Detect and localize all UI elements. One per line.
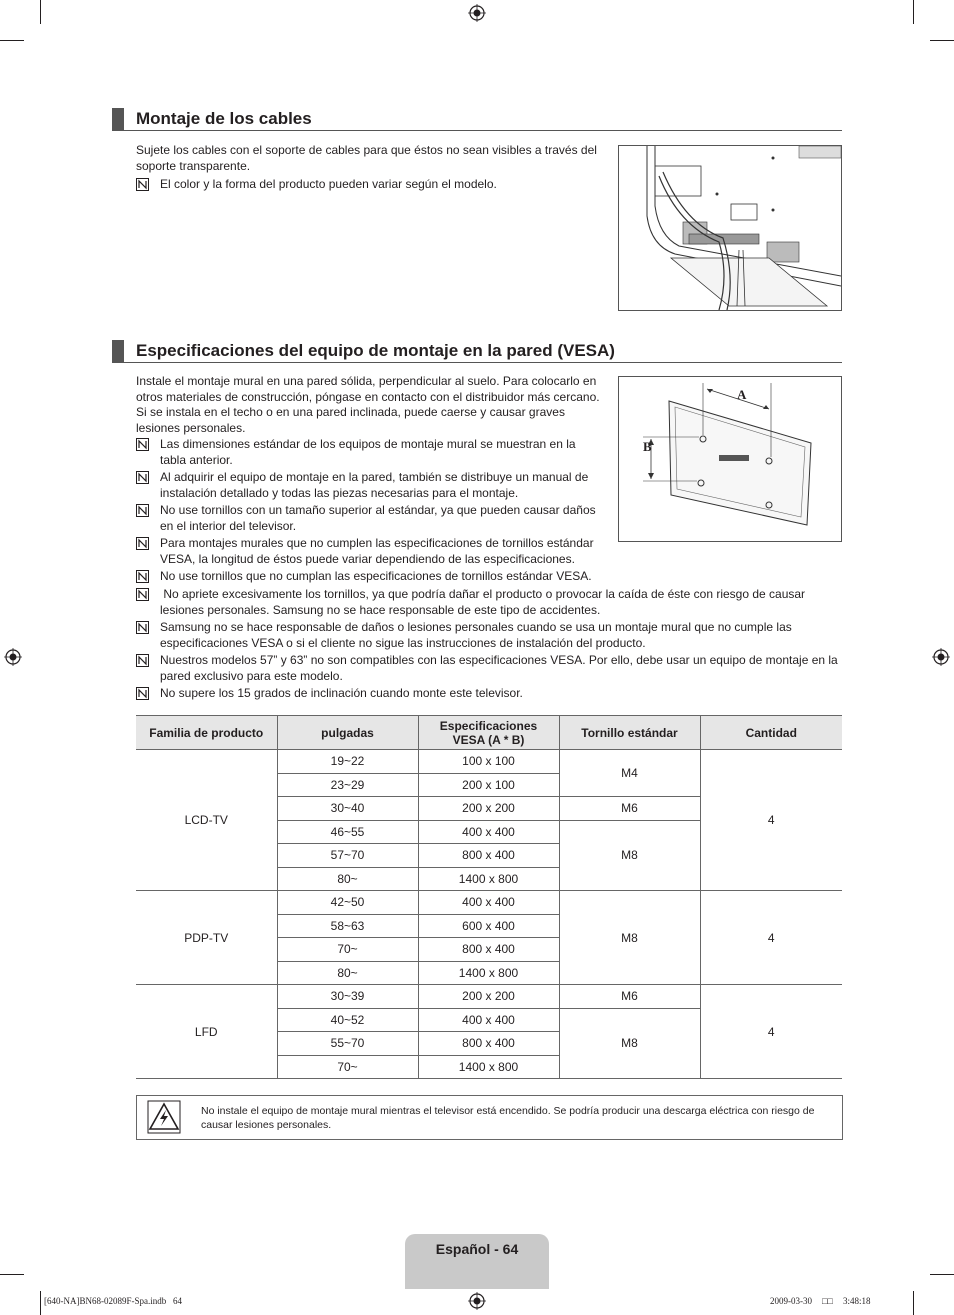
note-icon xyxy=(136,654,149,667)
vesa-cell: 400 x 400 xyxy=(418,1008,559,1032)
crop-mark xyxy=(913,1291,914,1315)
cables-paragraph: Sujete los cables con el soporte de cables para que éstos no sean visibles a través del soporte transparente. xyxy=(136,143,597,173)
inches-cell: 57~70 xyxy=(277,844,418,868)
crop-mark xyxy=(0,40,24,41)
section-header-vesa xyxy=(112,340,842,363)
registration-mark-icon xyxy=(468,1292,486,1310)
note-icon xyxy=(136,537,149,550)
vesa-cell: 200 x 100 xyxy=(418,773,559,797)
inches-cell: 30~39 xyxy=(277,985,418,1009)
vesa-cell: 800 x 400 xyxy=(418,844,559,868)
note-icon xyxy=(136,438,149,451)
note-icon xyxy=(136,687,149,700)
vesa-cell: 600 x 400 xyxy=(418,914,559,938)
crop-mark xyxy=(40,1291,41,1315)
vesa-cell: 200 x 200 xyxy=(418,797,559,821)
screw-cell: M8 xyxy=(559,820,700,891)
crop-mark xyxy=(40,0,41,24)
crop-mark xyxy=(913,0,914,24)
table-row xyxy=(136,750,842,774)
dimension-label-a: A xyxy=(737,387,747,402)
crop-mark xyxy=(930,40,954,41)
family-cell: LFD xyxy=(136,985,277,1079)
note-text: El color y la forma del producto pueden variar según el modelo. xyxy=(160,177,497,191)
screw-cell: M6 xyxy=(559,985,700,1009)
family-cell: PDP-TV xyxy=(136,891,277,985)
header-product-family: Familia de producto xyxy=(136,716,277,750)
quantity-cell: 4 xyxy=(700,985,842,1079)
vesa-cell: 1400 x 800 xyxy=(418,961,559,985)
screw-cell: M4 xyxy=(559,750,700,797)
vesa-paragraph: Instale el montaje mural en una pared sólida, perpendicular al suelo. Para colocarlo en otros materiales de construcción, póngase en contacto con el distribuidor más cercano. Si se instala en el techo o en una pared inclinada, puede caerse y causar graves lesiones personales. xyxy=(136,374,600,435)
crop-mark xyxy=(930,1274,954,1275)
note-icon xyxy=(136,504,149,517)
note-text: Nuestros modelos 57” y 63” no son compatibles con las especificaciones VESA. Por ello, debe usar un equipo de montaje en la pared exclusivo para este modelo. xyxy=(160,653,838,683)
screw-cell: M6 xyxy=(559,797,700,821)
header-vesa-spec: Especificaciones VESA (A * B) xyxy=(418,716,559,750)
registration-mark-icon xyxy=(932,648,950,666)
quantity-cell: 4 xyxy=(700,750,842,891)
note-icon xyxy=(136,588,149,601)
inches-cell: 58~63 xyxy=(277,914,418,938)
vesa-dimension-illustration xyxy=(618,376,842,542)
inches-cell: 30~40 xyxy=(277,797,418,821)
inches-cell: 80~ xyxy=(277,961,418,985)
vesa-cell: 1400 x 800 xyxy=(418,1055,559,1079)
tv-back-illustration xyxy=(619,146,841,310)
note-icon xyxy=(136,570,149,583)
dimension-label-b: B xyxy=(643,439,652,454)
registration-mark-icon xyxy=(4,648,22,666)
page-number-label: Español - 64 xyxy=(435,1241,519,1257)
note-text: No use tornillos con un tamaño superior al estándar, ya que pueden causar daños en el interior del televisor. xyxy=(160,503,596,533)
inches-cell: 70~ xyxy=(277,1055,418,1079)
warning-box xyxy=(136,1095,843,1140)
vesa-cell: 400 x 400 xyxy=(418,820,559,844)
crop-mark xyxy=(0,1274,24,1275)
section-header-cables xyxy=(112,108,842,131)
quantity-cell: 4 xyxy=(700,891,842,985)
table-header-row xyxy=(136,716,842,750)
screw-cell: M8 xyxy=(559,1008,700,1079)
vesa-cell: 200 x 200 xyxy=(418,985,559,1009)
screw-cell: M8 xyxy=(559,891,700,985)
note-text: No use tornillos que no cumplan las especificaciones de tornillos estándar VESA. xyxy=(160,569,592,583)
header-quantity: Cantidad xyxy=(700,716,842,750)
vesa-diagram xyxy=(619,377,841,541)
inches-cell: 70~ xyxy=(277,938,418,962)
footer-file-info: [640-NA]BN68-02089F-Spa.indb 64 xyxy=(44,1296,182,1306)
note-text: No apriete excesivamente los tornillos, ya que podría dañar el producto o provocar la caída de éste con riesgo de causar lesiones personales. Samsung no se hace responsable de este tipo de accidentes. xyxy=(160,587,809,617)
page-number-tab xyxy=(405,1234,549,1289)
footer-time: 3:48:18 xyxy=(843,1296,871,1306)
inches-cell: 55~70 xyxy=(277,1032,418,1056)
vesa-spec-table xyxy=(136,715,842,1079)
inches-cell: 42~50 xyxy=(277,891,418,915)
vesa-cell: 800 x 400 xyxy=(418,938,559,962)
header-inches: pulgadas xyxy=(277,716,418,750)
inches-cell: 19~22 xyxy=(277,750,418,774)
note-text: Al adquirir el equipo de montaje en la pared, también se distribuye un manual de instalación detallado y todas las piezas necesarias para el montaje. xyxy=(160,470,589,500)
section-title: Especificaciones del equipo de montaje en la pared (VESA) xyxy=(136,341,615,360)
section-bar xyxy=(112,108,124,130)
table-row xyxy=(136,891,842,915)
inches-cell: 80~ xyxy=(277,867,418,891)
note-text: Para montajes murales que no cumplen las especificaciones de tornillos estándar VESA, la longitud de éstos puede variar dependiendo de las especificaciones. xyxy=(160,536,594,566)
vesa-cell: 1400 x 800 xyxy=(418,867,559,891)
vesa-cell: 100 x 100 xyxy=(418,750,559,774)
header-standard-screw: Tornillo estándar xyxy=(559,716,700,750)
vesa-cell: 800 x 400 xyxy=(418,1032,559,1056)
note-text: Samsung no se hace responsable de daños o lesiones personales cuando se usa un montaje mural que no cumple las especificaciones VESA o si el cliente no sigue las instrucciones de instalación del producto. xyxy=(160,620,792,650)
note-icon xyxy=(136,178,149,191)
warning-text: No instale el equipo de montaje mural mientras el televisor está encendido. Se podría producir una descarga eléctrica con riesgo de causar lesiones personales. xyxy=(201,1105,815,1131)
inches-cell: 40~52 xyxy=(277,1008,418,1032)
family-cell: LCD-TV xyxy=(136,750,277,891)
note-text: No supere los 15 grados de inclinación cuando monte este televisor. xyxy=(160,686,523,700)
inches-cell: 23~29 xyxy=(277,773,418,797)
cable-holder-illustration xyxy=(618,145,842,311)
table-row xyxy=(136,985,842,1009)
vesa-cell: 400 x 400 xyxy=(418,891,559,915)
section-bar xyxy=(112,340,124,362)
note-text: Las dimensiones estándar de los equipos de montaje mural se muestran en la tabla anterior. xyxy=(160,437,576,467)
registration-mark-icon xyxy=(468,4,486,22)
section-title: Montaje de los cables xyxy=(136,109,312,128)
inches-cell: 46~55 xyxy=(277,820,418,844)
warning-shock-icon xyxy=(147,1100,181,1134)
note-icon xyxy=(136,471,149,484)
note-icon xyxy=(136,621,149,634)
footer-date: 2009-03-30 xyxy=(770,1296,812,1306)
footer-boxes: □□ xyxy=(822,1296,833,1306)
